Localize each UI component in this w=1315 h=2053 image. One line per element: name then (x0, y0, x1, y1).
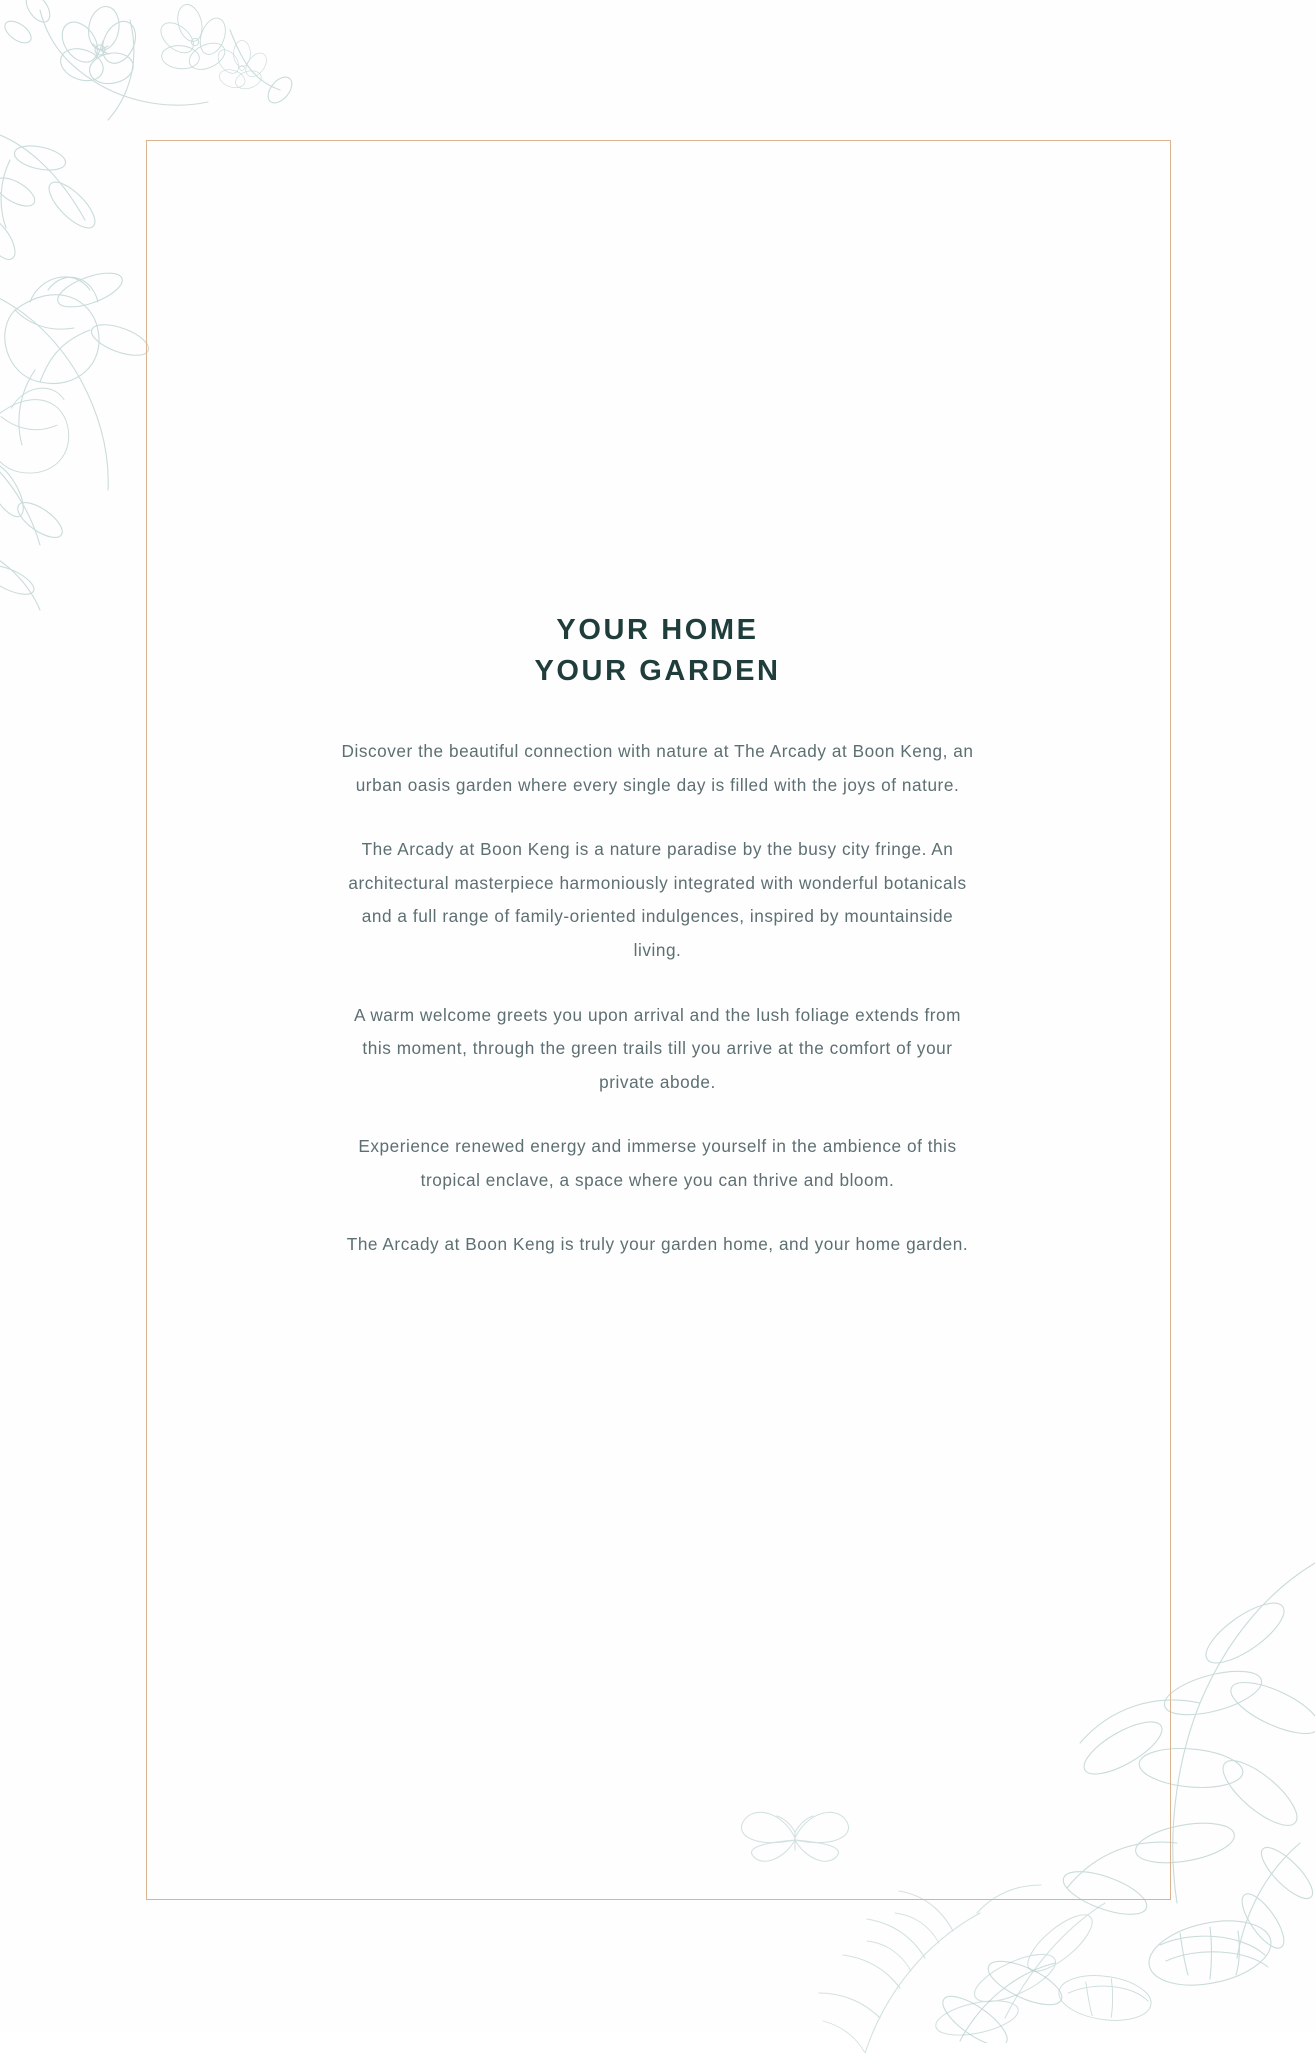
content-block (0, 610, 1315, 1262)
page-title (534, 610, 780, 692)
body-copy (338, 735, 978, 1261)
paragraph-3: A warm welcome greets you upon arrival and the lush foliage extends from this moment, through the green trails till you arrive at the comfort of your private abode. (353, 1004, 962, 1092)
paragraph-1: Discover the beautiful connection with nature at The Arcady at Boon Keng, an urban oasis garden where every single day is filled with the joys of nature. (341, 741, 974, 795)
paragraph-4: Experience renewed energy and immerse yourself in the ambience of this tropical enclave, a space where you can thrive and bloom. (358, 1136, 957, 1190)
paragraph-2: The Arcady at Boon Keng is a nature paradise by the busy city fringe. An architectural masterpiece harmoniously integrated with wonderful botanicals and a full range of family-oriented indulgences, inspired by mountainside living. (348, 839, 967, 960)
page-title-line-2: YOUR GARDEN (534, 655, 781, 688)
paragraph-5: The Arcady at Boon Keng is truly your garden home, and your home garden. (346, 1234, 969, 1255)
page-title-line-1: YOUR HOME (556, 614, 759, 646)
